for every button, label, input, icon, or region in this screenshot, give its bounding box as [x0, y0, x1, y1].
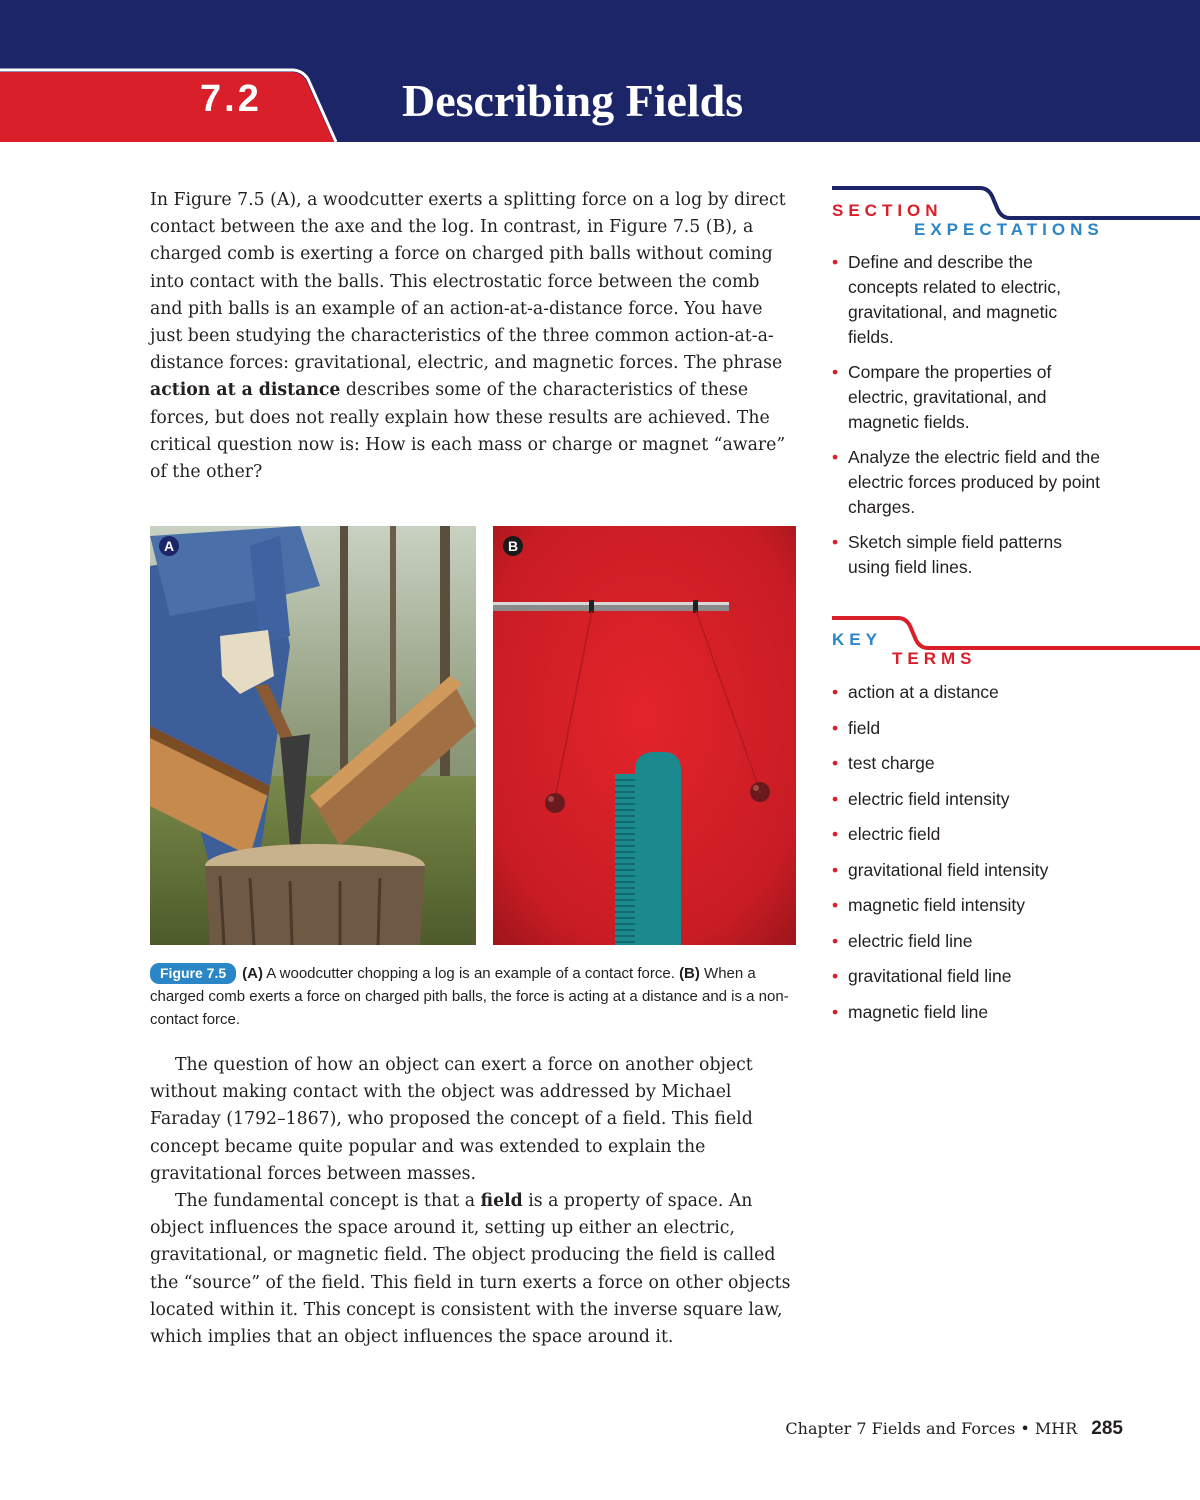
footer-chapter-text: Chapter 7 Fields and Forces • MHR: [785, 1419, 1078, 1438]
field-paragraph-after: is a property of space. An object influences the space around it, setting up either an electric, gravitational, or magnetic field. The object producing the field is called the “source” of the field. This field in turn exerts a force on other objects located within it. This concept is consistent with the inverse square law, which implies that an object influences the space around it.: [150, 1191, 791, 1348]
page-footer: [785, 1418, 1123, 1440]
key-term-item: • electric field: [832, 822, 1107, 846]
comb-pith-balls-image: [493, 526, 796, 945]
expectations-list: [832, 250, 1107, 590]
faraday-paragraph: The question of how an object can exert a force on another object without making contact with the object was addressed by Michael Faraday (1792–1867), who proposed the concept of a field. This field concept became quite popular and was extended to explain the gravitational forces between masses.: [150, 1055, 753, 1184]
bold-term-action-at-a-distance: action at a distance: [150, 380, 341, 401]
caption-a-label: (A): [242, 965, 263, 982]
figure-caption: [150, 962, 790, 1031]
section-number: 7.2: [200, 78, 262, 120]
key-term-item: • action at a distance: [832, 680, 1107, 704]
body-paragraphs: [150, 1052, 795, 1351]
expectations-heading-word1: SECTION: [832, 201, 943, 220]
key-term-item: • gravitational field intensity: [832, 858, 1107, 882]
key-term-item: • gravitational field line: [832, 964, 1107, 988]
key-term-item: • magnetic field line: [832, 1000, 1107, 1024]
section-title: Describing Fields: [402, 75, 744, 126]
key-term-item: • electric field intensity: [832, 787, 1107, 811]
intro-text-part2: describes some of the characteristics of these forces, but does not really explain how these results are achieved. The critical question now is: How is each mass or charge or magnet “aware” of the other?: [150, 380, 786, 483]
field-concept-paragraph: [150, 1188, 795, 1351]
caption-a-text: A woodcutter chopping a log is an example of a contact force.: [262, 965, 680, 982]
key-terms-list: [832, 680, 1107, 1035]
expectation-item: • Define and describe the concepts related to electric, gravitational, and magnetic fields.: [832, 250, 1107, 350]
figure-badge: Figure 7.5: [150, 963, 236, 984]
intro-paragraph: [150, 187, 795, 486]
key-term-item: • field: [832, 716, 1107, 740]
intro-text-part1: In Figure 7.5 (A), a woodcutter exerts a splitting force on a log by direct contact between the axe and the log. In contrast, in Figure 7.5 (B), a charged comb is exerting a force on charged pith balls without coming into contact with the balls. This electrostatic force between the comb and pith balls is an example of an action-at-a-distance force. You have just been studying the characteristics of the three common action-at-a-distance forces: gravitational, electric, and magnetic forces. The phrase: [150, 190, 786, 374]
photo-comb-pith-balls: [493, 526, 796, 945]
key-term-item: • test charge: [832, 751, 1107, 775]
section-banner: [0, 0, 1200, 146]
photo-woodcutter: [150, 526, 476, 945]
photo-b-label: B: [503, 536, 523, 556]
page-number: 285: [1091, 1418, 1123, 1439]
expectation-item: • Sketch simple field patterns using field lines.: [832, 530, 1107, 580]
intro-text: [150, 187, 795, 486]
field-paragraph-before: The fundamental concept is that a: [175, 1191, 481, 1212]
key-term-item: • electric field line: [832, 929, 1107, 953]
expectation-item: • Analyze the electric field and the electric forces produced by point charges.: [832, 445, 1107, 520]
key-terms-heading-word1: KEY: [832, 630, 882, 649]
key-terms-heading-rule: [832, 616, 1200, 650]
woodcutter-image: [150, 526, 476, 945]
key-term-item: • magnetic field intensity: [832, 893, 1107, 917]
bold-term-field: field: [480, 1191, 523, 1212]
caption-b-text: When a charged comb exerts a force on charged pith balls, the force is acting at a distance and is a non-contact force.: [150, 965, 789, 1028]
photo-a-label: A: [159, 536, 179, 556]
expectations-heading-word2: EXPECTATIONS: [914, 220, 1104, 239]
expectation-item: • Compare the properties of electric, gravitational, and magnetic fields.: [832, 360, 1107, 435]
key-terms-heading-word2: TERMS: [892, 649, 977, 668]
caption-b-label: (B): [679, 965, 700, 982]
